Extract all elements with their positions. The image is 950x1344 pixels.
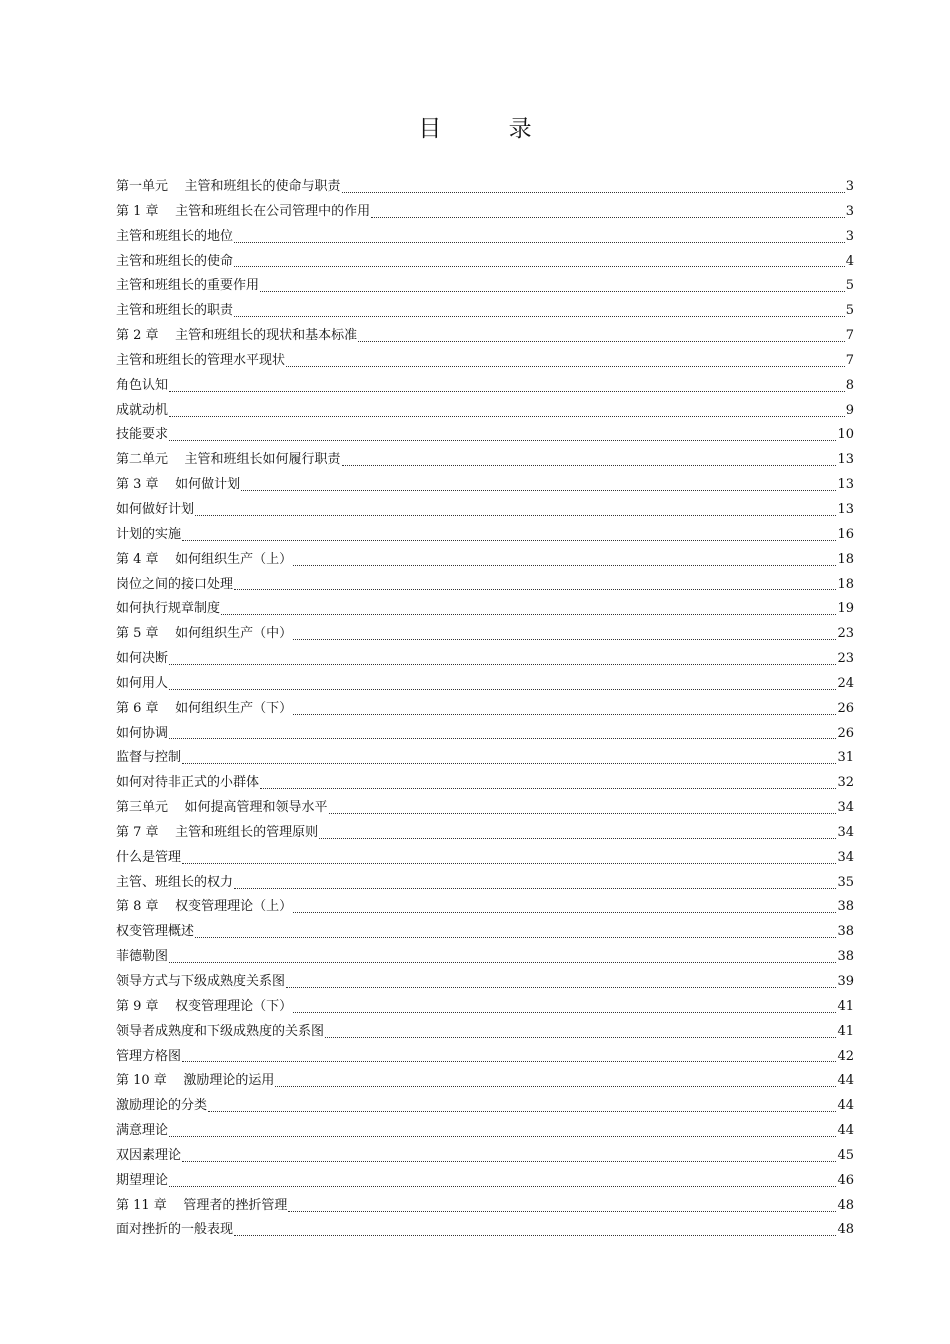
toc-entry-label: 主管和班组长的管理水平现状 bbox=[116, 352, 286, 368]
toc-entry[interactable] bbox=[116, 448, 854, 473]
toc-dot-leader bbox=[169, 664, 836, 665]
toc-entry[interactable] bbox=[116, 846, 854, 871]
toc-dot-leader bbox=[358, 341, 845, 342]
toc-entry[interactable] bbox=[116, 423, 854, 448]
toc-dot-leader bbox=[275, 1086, 836, 1087]
toc-entry[interactable] bbox=[116, 672, 854, 697]
toc-dot-leader bbox=[234, 242, 845, 243]
toc-entry-label: 什么是管理 bbox=[116, 849, 182, 865]
toc-dot-leader bbox=[182, 763, 836, 764]
toc-entry-label: 期望理论 bbox=[116, 1172, 169, 1188]
toc-entry[interactable] bbox=[116, 995, 854, 1020]
toc-entry-label: 第二单元 主管和班组长如何履行职责 bbox=[116, 452, 341, 468]
toc-entry[interactable] bbox=[116, 274, 854, 299]
toc-entry-page: 23 bbox=[837, 626, 854, 642]
toc-dot-leader bbox=[182, 1061, 836, 1062]
toc-dot-leader bbox=[169, 738, 836, 739]
toc-entry-label: 第 5 章 如何组织生产（中） bbox=[116, 626, 293, 642]
toc-dot-leader bbox=[234, 1235, 836, 1236]
toc-dot-leader bbox=[234, 266, 845, 267]
toc-entry[interactable] bbox=[116, 573, 854, 598]
toc-entry-page: 7 bbox=[845, 328, 854, 344]
toc-entry[interactable] bbox=[116, 523, 854, 548]
toc-entry[interactable] bbox=[116, 647, 854, 672]
toc-entry-page: 5 bbox=[845, 303, 854, 319]
toc-dot-leader bbox=[293, 639, 836, 640]
toc-entry-page: 32 bbox=[837, 775, 854, 791]
toc-entry-label: 岗位之间的接口处理 bbox=[116, 576, 234, 592]
toc-entry-page: 18 bbox=[837, 551, 854, 567]
toc-dot-leader bbox=[234, 888, 836, 889]
toc-dot-leader bbox=[234, 589, 836, 590]
toc-entry-page: 7 bbox=[845, 352, 854, 368]
toc-entry-label: 菲德勒图 bbox=[116, 949, 169, 965]
toc-entry[interactable] bbox=[116, 895, 854, 920]
toc-dot-leader bbox=[342, 465, 837, 466]
toc-entry-label: 如何执行规章制度 bbox=[116, 601, 221, 617]
toc-title: 目 录 bbox=[418, 116, 562, 142]
toc-entry[interactable] bbox=[116, 548, 854, 573]
toc-entry[interactable] bbox=[116, 945, 854, 970]
toc-entry[interactable] bbox=[116, 349, 854, 374]
toc-dot-leader bbox=[169, 391, 845, 392]
toc-dot-leader bbox=[371, 217, 845, 218]
toc-dot-leader bbox=[169, 689, 836, 690]
toc-entry-label: 主管和班组长的职责 bbox=[116, 303, 234, 319]
toc-entry[interactable] bbox=[116, 1218, 854, 1243]
toc-entry-page: 45 bbox=[837, 1147, 854, 1163]
toc-entry-page: 34 bbox=[837, 824, 854, 840]
toc-entry-page: 41 bbox=[837, 1023, 854, 1039]
toc-entry-page: 5 bbox=[845, 278, 854, 294]
toc-entry-label: 第 9 章 权变管理理论（下） bbox=[116, 998, 293, 1014]
toc-entry-page: 48 bbox=[837, 1197, 854, 1213]
toc-entry-label: 主管和班组长的地位 bbox=[116, 228, 234, 244]
toc-entry-label: 如何做好计划 bbox=[116, 501, 195, 517]
toc-entry[interactable] bbox=[116, 299, 854, 324]
toc-entry-page: 39 bbox=[837, 974, 854, 989]
toc-entry-label: 如何决断 bbox=[116, 651, 169, 667]
toc-entry-page: 3 bbox=[845, 203, 854, 219]
toc-entry[interactable] bbox=[116, 250, 854, 275]
toc-entry[interactable] bbox=[116, 697, 854, 722]
toc-entry-page: 3 bbox=[845, 228, 854, 244]
toc-entry-page: 44 bbox=[837, 1123, 854, 1139]
toc-entry-label: 如何对待非正式的小群体 bbox=[116, 775, 260, 791]
toc-entry-label: 第 8 章 权变管理理论（上） bbox=[116, 899, 293, 915]
toc-dot-leader bbox=[169, 440, 836, 441]
toc-entry-label: 第 7 章 主管和班组长的管理原则 bbox=[116, 824, 319, 840]
toc-dot-leader bbox=[182, 540, 836, 541]
toc-entry-label: 双因素理论 bbox=[116, 1147, 182, 1163]
toc-entry-page: 35 bbox=[837, 874, 854, 890]
toc-entry-page: 4 bbox=[845, 253, 854, 269]
toc-list bbox=[116, 175, 854, 1243]
toc-dot-leader bbox=[241, 490, 836, 491]
toc-entry-label: 角色认知 bbox=[116, 377, 169, 393]
toc-entry-label: 第 4 章 如何组织生产（上） bbox=[116, 551, 293, 567]
toc-dot-leader bbox=[288, 1211, 836, 1212]
toc-entry-page: 8 bbox=[845, 377, 854, 393]
toc-entry-page: 13 bbox=[837, 501, 854, 517]
toc-entry-page: 13 bbox=[837, 477, 854, 493]
toc-entry-label: 第 2 章 主管和班组长的现状和基本标准 bbox=[116, 328, 358, 344]
toc-entry[interactable] bbox=[116, 1069, 854, 1094]
toc-entry-page: 10 bbox=[837, 427, 854, 443]
toc-entry[interactable] bbox=[116, 324, 854, 349]
toc-entry-page: 41 bbox=[837, 998, 854, 1014]
toc-entry[interactable] bbox=[116, 473, 854, 498]
toc-entry-label: 激励理论的分类 bbox=[116, 1098, 208, 1114]
toc-entry-label: 领导方式与下级成熟度关系图 bbox=[116, 974, 286, 989]
toc-entry-label: 成就动机 bbox=[116, 402, 169, 418]
toc-dot-leader bbox=[319, 838, 836, 839]
toc-entry-page: 26 bbox=[837, 700, 854, 716]
toc-dot-leader bbox=[293, 912, 836, 913]
toc-dot-leader bbox=[208, 1111, 836, 1112]
toc-entry-page: 13 bbox=[837, 452, 854, 468]
toc-dot-leader bbox=[286, 987, 836, 988]
toc-dot-leader bbox=[221, 614, 836, 615]
toc-entry-label: 满意理论 bbox=[116, 1123, 169, 1139]
toc-entry-page: 24 bbox=[837, 675, 854, 691]
toc-entry-page: 46 bbox=[837, 1172, 854, 1188]
toc-dot-leader bbox=[286, 366, 845, 367]
toc-entry-label: 第一单元 主管和班组长的使命与职责 bbox=[116, 179, 341, 194]
toc-entry[interactable] bbox=[116, 1094, 854, 1119]
toc-entry[interactable] bbox=[116, 796, 854, 821]
toc-dot-leader bbox=[293, 714, 836, 715]
toc-dot-leader bbox=[293, 565, 836, 566]
toc-entry-label: 第 6 章 如何组织生产（下） bbox=[116, 700, 293, 716]
toc-dot-leader bbox=[169, 1136, 836, 1137]
toc-entry-page: 23 bbox=[837, 651, 854, 667]
toc-dot-leader bbox=[169, 962, 836, 963]
toc-entry[interactable] bbox=[116, 597, 854, 622]
toc-entry[interactable] bbox=[116, 920, 854, 945]
toc-entry-label: 如何用人 bbox=[116, 675, 169, 691]
toc-entry-label: 领导者成熟度和下级成熟度的关系图 bbox=[116, 1023, 325, 1039]
toc-entry-label: 管理方格图 bbox=[116, 1048, 182, 1064]
toc-entry[interactable] bbox=[116, 1144, 854, 1169]
toc-entry[interactable] bbox=[116, 498, 854, 523]
toc-entry-label: 面对挫折的一般表现 bbox=[116, 1222, 234, 1238]
toc-entry-label: 第 3 章 如何做计划 bbox=[116, 477, 241, 493]
toc-dot-leader bbox=[195, 515, 836, 516]
toc-entry[interactable] bbox=[116, 225, 854, 250]
toc-entry[interactable] bbox=[116, 175, 854, 200]
toc-entry-label: 计划的实施 bbox=[116, 526, 182, 542]
toc-entry[interactable] bbox=[116, 746, 854, 771]
toc-entry[interactable] bbox=[116, 1194, 854, 1219]
toc-entry-label: 主管和班组长的重要作用 bbox=[116, 278, 260, 294]
toc-entry-page: 16 bbox=[837, 526, 854, 542]
toc-dot-leader bbox=[260, 788, 836, 789]
toc-dot-leader bbox=[329, 813, 837, 814]
toc-entry-page: 19 bbox=[837, 601, 854, 617]
toc-dot-leader bbox=[182, 863, 836, 864]
toc-dot-leader bbox=[234, 316, 845, 317]
toc-entry-label: 第 10 章 激励理论的运用 bbox=[116, 1073, 275, 1089]
toc-entry-label: 第 11 章 管理者的挫折管理 bbox=[116, 1197, 288, 1213]
toc-entry[interactable] bbox=[116, 970, 854, 995]
toc-entry-label: 主管、班组长的权力 bbox=[116, 874, 234, 890]
toc-entry[interactable] bbox=[116, 871, 854, 896]
toc-entry-page: 9 bbox=[845, 402, 854, 418]
toc-entry[interactable] bbox=[116, 622, 854, 647]
toc-entry[interactable] bbox=[116, 821, 854, 846]
toc-entry[interactable] bbox=[116, 200, 854, 225]
toc-entry[interactable] bbox=[116, 399, 854, 424]
toc-dot-leader bbox=[325, 1037, 836, 1038]
toc-entry-label: 主管和班组长的使命 bbox=[116, 253, 234, 269]
toc-entry-page: 38 bbox=[837, 949, 854, 965]
toc-entry-page: 26 bbox=[837, 725, 854, 741]
toc-entry-label: 监督与控制 bbox=[116, 750, 182, 766]
toc-entry-page: 18 bbox=[837, 576, 854, 592]
toc-entry[interactable] bbox=[116, 1169, 854, 1194]
toc-dot-leader bbox=[342, 192, 845, 193]
toc-entry-page: 44 bbox=[837, 1073, 854, 1089]
toc-entry-label: 第三单元 如何提高管理和领导水平 bbox=[116, 800, 328, 816]
toc-entry-page: 34 bbox=[837, 849, 854, 865]
toc-entry-page: 42 bbox=[837, 1048, 854, 1064]
toc-entry[interactable] bbox=[116, 771, 854, 796]
toc-dot-leader bbox=[260, 291, 845, 292]
toc-entry-page: 3 bbox=[845, 179, 854, 194]
toc-entry-page: 34 bbox=[837, 800, 854, 816]
toc-entry[interactable] bbox=[116, 1119, 854, 1144]
toc-entry-label: 第 1 章 主管和班组长在公司管理中的作用 bbox=[116, 203, 371, 219]
toc-entry-label: 权变管理概述 bbox=[116, 924, 195, 940]
toc-entry-page: 44 bbox=[837, 1098, 854, 1114]
toc-dot-leader bbox=[293, 1012, 836, 1013]
toc-entry-label: 如何协调 bbox=[116, 725, 169, 741]
toc-dot-leader bbox=[182, 1161, 836, 1162]
toc-entry[interactable] bbox=[116, 1020, 854, 1045]
toc-entry-label: 技能要求 bbox=[116, 427, 169, 443]
toc-entry[interactable] bbox=[116, 722, 854, 747]
toc-entry[interactable] bbox=[116, 374, 854, 399]
toc-dot-leader bbox=[195, 937, 836, 938]
toc-entry-page: 48 bbox=[837, 1222, 854, 1238]
toc-dot-leader bbox=[169, 1186, 836, 1187]
toc-entry-page: 31 bbox=[837, 750, 854, 766]
toc-entry-page: 38 bbox=[837, 899, 854, 915]
toc-entry[interactable] bbox=[116, 1045, 854, 1070]
toc-entry-page: 38 bbox=[837, 924, 854, 940]
toc-dot-leader bbox=[169, 416, 845, 417]
